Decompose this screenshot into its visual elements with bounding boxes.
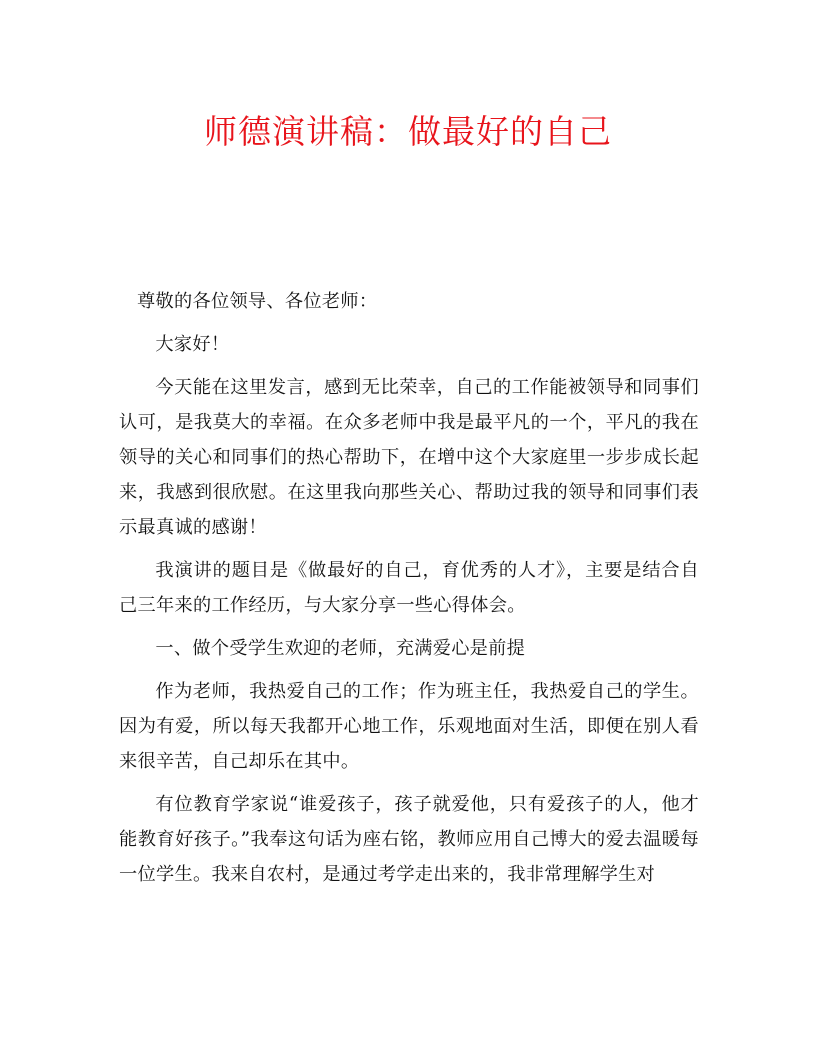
document-body <box>119 284 699 900</box>
salutation: 尊敬的各位领导、各位老师： <box>137 291 378 312</box>
paragraph-topic: 我演讲的题目是《做最好的自己，育优秀的人才》，主要是结合自己三年来的工作经历，与大家分享一些心得体会。 <box>119 560 699 616</box>
paragraph-teacher-love: 作为老师，我热爱自己的工作；作为班主任，我热爱自己的学生。因为有爱，所以每天我都开心地工作，乐观地面对生活，即便在别人看来很辛苦，自己却乐在其中。 <box>119 681 699 772</box>
document-title: 师德演讲稿：做最好的自己 <box>204 112 612 151</box>
paragraph-quote: 有位教育学家说“谁爱孩子，孩子就爱他，只有爱孩子的人，他才能教育好孩子。”我奉这句话为座右铭，教师应用自己博大的爱去温暖每一位学生。我来自农村，是通过考学走出来的，我非常理解学生对 <box>119 794 699 885</box>
section-heading: 一、做个受学生欢迎的老师，充满爱心是前提 <box>155 638 526 659</box>
paragraph-introduction: 今天能在这里发言，感到无比荣幸，自己的工作能被领导和同事们认可，是我莫大的幸福。在众多老师中我是最平凡的一个，平凡的我在领导的关心和同事们的热心帮助下，在增中这个大家庭里一步步成长起来，我感到很欣慰。在这里我向那些关心、帮助过我的领导和同事们表示最真诚的感谢！ <box>119 377 699 538</box>
paragraph-greeting: 大家好！ <box>155 334 230 355</box>
